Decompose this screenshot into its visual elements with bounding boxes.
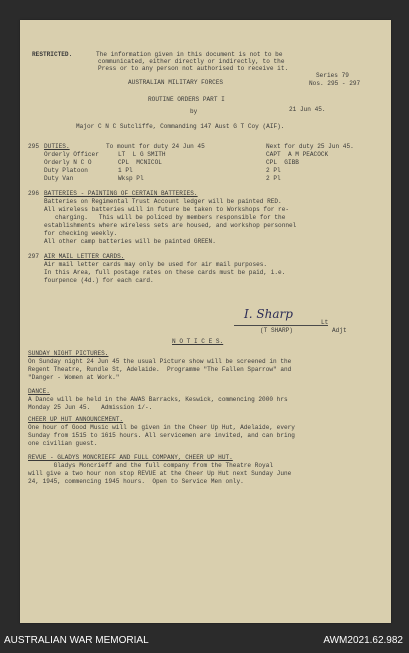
notice-line: On Sunday night 24 Jun 45 the usual Picture show will be screened in the	[28, 358, 292, 365]
notice-line: Sunday from 1515 to 1615 hours. All servicemen are invited, and can bring	[28, 432, 295, 439]
batteries-line: establishments where wireless sets are housed, and workshop personnel	[44, 222, 297, 229]
airmail-number: 297	[28, 253, 39, 260]
notice-heading: REVUE - GLADYS MONCRIEFF AND FULL COMPANY, CHEER UP HUT.	[28, 454, 233, 461]
duty-current: CPL MCNICOL	[118, 159, 162, 166]
duty-role: Duty Platoon	[44, 167, 88, 174]
notices-title: N O T I C E S.	[172, 338, 224, 345]
batteries-line: for checking weekly.	[44, 230, 118, 237]
duty-current: 1 Pl	[118, 167, 133, 174]
duties-heading: DUTIES.	[44, 143, 70, 150]
duty-current: LT L G SMITH	[118, 151, 166, 158]
notice-line: 24, 1945, commencing 1945 hours. Open to Service Men only.	[28, 478, 244, 485]
restriction-notice-line-1: The information given in this document is not to be	[96, 51, 283, 58]
duty-next: CPL GIBB	[266, 159, 299, 166]
duty-next: CAPT A M PEACOCK	[266, 151, 329, 158]
notice-line: One hour of Good Music will be given in the Cheer Up Hut, Adelaide, every	[28, 424, 295, 431]
organisation-title: AUSTRALIAN MILITARY FORCES	[128, 79, 224, 86]
notice-line: Monday 25 Jun 45. Admission 1/-.	[28, 404, 153, 411]
duty-next: 2 Pl	[266, 175, 281, 182]
notice-heading: DANCE.	[28, 388, 50, 395]
batteries-line: charging. This will be policed by members responsible for the	[44, 214, 286, 221]
signature-name: (T SHARP)	[260, 327, 293, 334]
duty-current: Wksp Pl	[118, 175, 144, 182]
duty-role: Duty Van	[44, 175, 74, 182]
notice-line: A Dance will be held in the AWAS Barracks, Keswick, commencing 2000 hrs	[28, 396, 288, 403]
batteries-line: All wireless batteries will in future be taken to Workshops for re-	[44, 206, 290, 213]
order-date: 21 Jun 45.	[289, 106, 326, 113]
footer-credit: AUSTRALIAN WAR MEMORIAL	[4, 635, 149, 646]
batteries-number: 296	[28, 190, 39, 197]
duty-role: Orderly N C O	[44, 159, 92, 166]
order-numbers: Nos. 295 - 297	[309, 80, 361, 87]
notice-line: one civilian guest.	[28, 440, 98, 447]
airmail-line: fourpence (4d.) for each card.	[44, 277, 154, 284]
batteries-line: All other camp batteries will be painted GREEN.	[44, 238, 216, 245]
document-page	[20, 20, 391, 623]
handwritten-signature: I. Sharp	[244, 307, 293, 321]
airmail-heading: AIR MAIL LETTER CARDS.	[44, 253, 125, 260]
series-number: Series 79	[316, 72, 349, 79]
notice-line: Regent Theatre, Rundle St, Adelaide. Programme "The Fallen Sparrow" and	[28, 366, 292, 373]
by-label: by	[190, 108, 198, 115]
signature-role: Adjt	[332, 327, 347, 334]
duties-number: 295	[28, 143, 39, 150]
notice-line: Gladys Moncrieff and the full company from the Theatre Royal	[28, 462, 274, 469]
commander-line: Major C N C Sutcliffe, Commanding 147 Aust G T Coy (AIF).	[76, 123, 285, 130]
restriction-notice-line-2: communicated, either directly or indirectly, to the	[98, 58, 285, 65]
duty-role: Orderly Officer	[44, 151, 99, 158]
restricted-label: RESTRICTED.	[32, 51, 73, 58]
batteries-heading: BATTERIES - PAINTING OF CERTAIN BATTERIES.	[44, 190, 198, 197]
notice-heading: CHEER UP HUT ANNOUNCEMENT.	[28, 416, 124, 423]
airmail-line: In this Area, full postage rates on these cards must be paid, i.e.	[44, 269, 286, 276]
duties-col2-title: Next for duty 25 Jun 45.	[266, 143, 354, 150]
routine-orders-title: ROUTINE ORDERS PART I	[148, 96, 225, 103]
footer-accession-number: AWM2021.62.982	[323, 635, 403, 646]
notice-line: "Danger - Women at Work."	[28, 374, 120, 381]
notice-heading: SUNDAY NIGHT PICTURES.	[28, 350, 109, 357]
signature-line	[234, 325, 328, 326]
notice-line: will give a two hour non stop REVUE at the Cheer Up Hut next Sunday June	[28, 470, 292, 477]
batteries-line: Batteries on Regimental Trust Account ledger will be painted RED.	[44, 198, 282, 205]
duty-next: 2 Pl	[266, 167, 281, 174]
signature-rank: Lt	[321, 319, 329, 326]
duties-col1-title: To mount for duty 24 Jun 45	[106, 143, 205, 150]
airmail-line: Air mail letter cards may only be used for air mail purposes.	[44, 261, 268, 268]
restriction-notice-line-3: Press or to any person not authorised to receive it.	[98, 65, 289, 72]
